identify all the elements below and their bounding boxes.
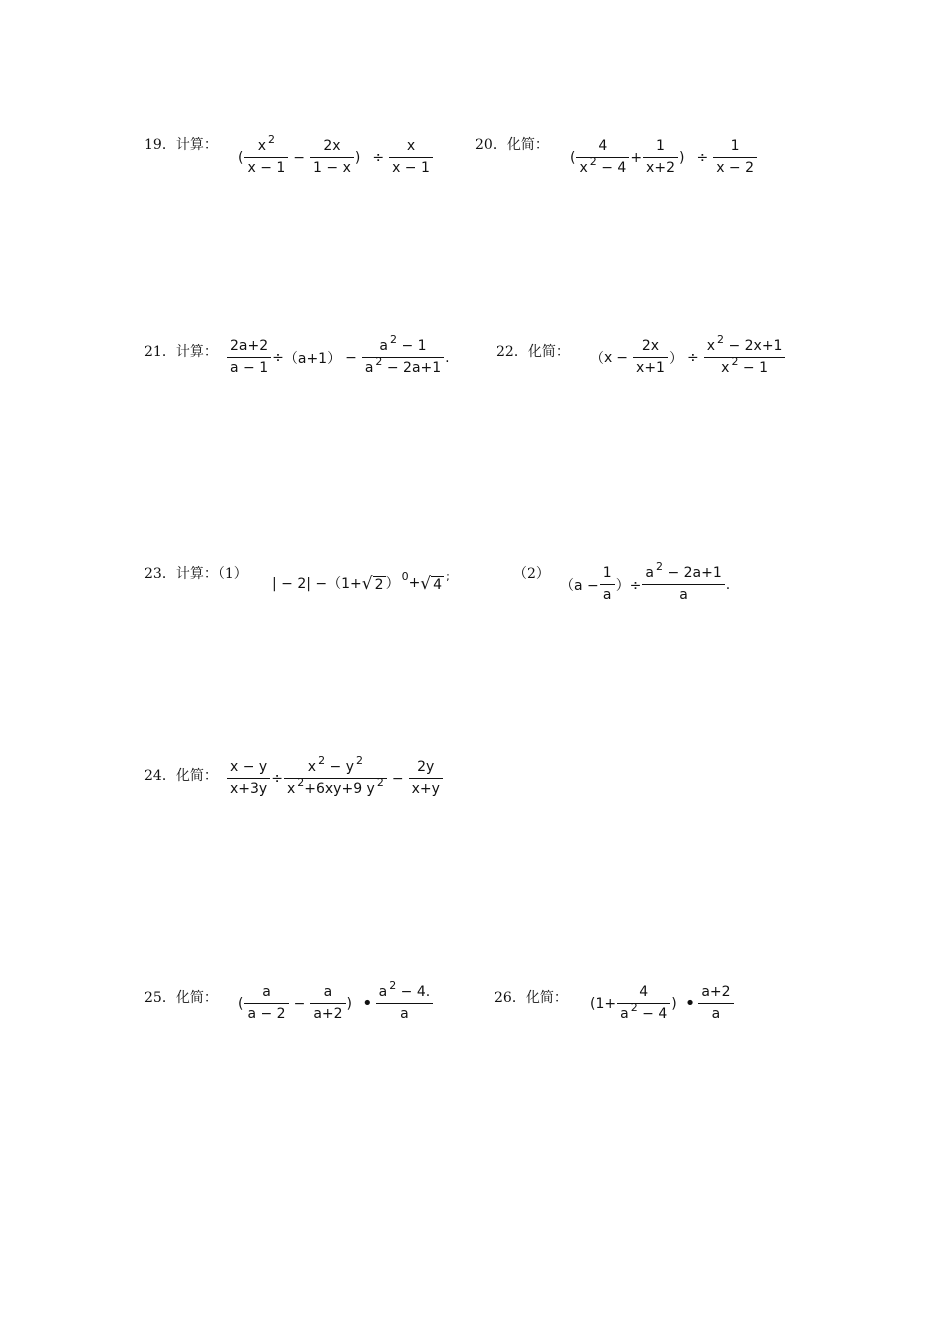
- fraction: [244, 984, 288, 1023]
- denominator: a: [602, 587, 612, 603]
- exponent: 2: [356, 754, 363, 767]
- fraction: [376, 979, 434, 1023]
- numerator: a: [378, 984, 388, 1000]
- left-term: （a −: [560, 577, 599, 594]
- numerator-rest: − 2a+1: [663, 565, 722, 581]
- problem-26-expression: [590, 984, 735, 1023]
- operator: −: [345, 349, 357, 366]
- operator: ÷: [271, 770, 283, 787]
- denominator: x+3y: [230, 781, 268, 797]
- left-paren: (: [238, 995, 244, 1012]
- exponent: 2: [375, 355, 383, 368]
- numerator: a: [323, 984, 333, 1000]
- exponent: 2: [656, 560, 664, 573]
- denominator: a: [620, 1006, 629, 1022]
- problem-24-label: 24．化简：: [144, 768, 218, 784]
- operator: ÷: [372, 149, 385, 166]
- numerator: 2a+2: [230, 338, 269, 354]
- numerator: 4: [598, 138, 608, 154]
- fraction: [643, 138, 678, 177]
- numerator: 2y: [417, 759, 435, 775]
- denominator: x+2: [646, 160, 675, 176]
- denominator: a − 1: [230, 360, 269, 376]
- fraction: [642, 560, 724, 604]
- problem-22-label: 22．化简：: [496, 344, 570, 360]
- fraction: [284, 754, 387, 798]
- numerator-rest: − 2x+1: [724, 338, 783, 354]
- numerator: x − y: [230, 759, 268, 775]
- problem-19-label: 19．计算：: [144, 137, 218, 153]
- numerator-rest: − y: [325, 759, 354, 775]
- fraction: [244, 133, 288, 177]
- numerator: 1: [656, 138, 665, 154]
- right-paren: ): [671, 995, 677, 1012]
- right-paren-divide: ）÷: [615, 577, 642, 594]
- problem-23-part1-expression: [272, 569, 450, 594]
- denominator: x: [721, 360, 730, 376]
- left-paren: (: [238, 149, 244, 166]
- denominator: 1 − x: [313, 160, 351, 176]
- numerator: 4: [639, 984, 649, 1000]
- square-root: √ 4: [420, 573, 443, 594]
- problem-23-part2-expression: [560, 560, 731, 604]
- problem-26-label: 26．化简：: [494, 990, 568, 1006]
- exponent: 2: [376, 776, 384, 789]
- semicolon: ;: [446, 569, 450, 583]
- denominator: a: [364, 360, 374, 376]
- numerator: a+2: [701, 984, 731, 1000]
- multiply-dot: •: [362, 992, 373, 1014]
- right-paren: ): [678, 149, 685, 166]
- right-paren: ): [354, 149, 361, 166]
- exponent: 2: [589, 155, 597, 168]
- numerator: a: [262, 984, 271, 1000]
- fraction: [617, 984, 670, 1023]
- exponent: 2: [318, 754, 326, 767]
- multiply-dot: •: [684, 992, 696, 1014]
- denominator: a+2: [313, 1006, 343, 1022]
- exponent: 2: [389, 979, 397, 992]
- problem-21-label: 21．计算：: [144, 344, 218, 360]
- square-root: √ 2: [361, 573, 384, 594]
- operator: −: [293, 995, 306, 1012]
- denominator: a: [711, 1006, 721, 1022]
- numerator: a: [645, 565, 655, 581]
- fraction: [713, 138, 757, 177]
- left-paren: （: [590, 350, 604, 367]
- right-paren: ）: [668, 350, 683, 367]
- fraction: [310, 984, 345, 1023]
- denominator: a: [400, 1006, 409, 1022]
- fraction: [310, 138, 354, 177]
- operator: +: [408, 575, 421, 591]
- fraction: [389, 138, 433, 177]
- variable: x: [604, 349, 613, 366]
- radicand: 2: [374, 576, 384, 593]
- operator: ÷: [272, 349, 284, 366]
- fraction: [227, 338, 271, 377]
- problem-19-expression: [238, 133, 434, 177]
- operator: ÷: [696, 149, 709, 166]
- operator: −: [391, 770, 404, 787]
- denominator-rest: − 4: [596, 160, 627, 176]
- problem-23-part2-label: （2）: [513, 566, 550, 582]
- fraction: [362, 333, 444, 377]
- exponent: 2: [390, 333, 398, 346]
- numerator: a: [379, 338, 389, 354]
- problem-20-expression: [570, 138, 758, 177]
- operator: −: [293, 149, 306, 166]
- denominator: x+1: [636, 360, 665, 376]
- problem-22-expression: [590, 333, 786, 377]
- operator: −: [616, 349, 629, 366]
- problem-25-label: 25．化简：: [144, 990, 218, 1006]
- numerator: 2x: [641, 338, 660, 354]
- denominator: x − 1: [247, 160, 286, 176]
- numerator-rest: − 4.: [396, 984, 431, 1000]
- numerator: x: [406, 138, 416, 154]
- left-paren: (: [570, 149, 576, 166]
- denominator: a: [679, 587, 688, 603]
- exponent: 2: [630, 1001, 638, 1014]
- numerator: 1: [730, 138, 740, 154]
- denominator: a − 2: [247, 1006, 286, 1022]
- right-paren: ): [346, 995, 353, 1012]
- fraction: [633, 338, 668, 377]
- exponent: 2: [268, 133, 276, 146]
- numerator: 2x: [323, 138, 341, 154]
- period: .: [445, 349, 450, 366]
- exponent: 2: [717, 333, 724, 346]
- operator: ÷: [686, 349, 699, 366]
- numerator: x: [307, 759, 317, 775]
- exponent: 2: [731, 355, 739, 368]
- operator: +: [630, 149, 643, 166]
- period: .: [725, 576, 731, 593]
- exponent: 0: [401, 569, 409, 583]
- absolute-value-term: | − 2| −（1+: [272, 576, 362, 592]
- problem-25-expression: [238, 979, 434, 1023]
- problem-20-label: 20．化简：: [475, 137, 549, 153]
- exponent: 2: [297, 776, 305, 789]
- problem-24-expression: [226, 754, 444, 798]
- denominator-rest: − 1: [738, 360, 768, 376]
- denominator: x: [579, 160, 588, 176]
- numerator: x: [706, 338, 715, 354]
- left-term: (1+: [590, 995, 617, 1012]
- denominator: x − 2: [716, 160, 755, 176]
- radicand: 4: [433, 576, 443, 593]
- numerator-rest: − 1: [397, 338, 427, 354]
- denominator: x+y: [411, 781, 440, 797]
- numerator: x: [257, 138, 267, 154]
- fraction: [704, 333, 786, 377]
- denominator: x: [286, 781, 296, 797]
- denominator-rest: − 4: [637, 1006, 668, 1022]
- denominator-rest: +6xy+9 y: [304, 781, 375, 797]
- problem-21-expression: [226, 333, 450, 377]
- right-paren: ）: [385, 576, 400, 592]
- fraction: [576, 138, 629, 177]
- fraction: [227, 759, 270, 798]
- fraction: [600, 565, 615, 604]
- denominator: x − 1: [392, 160, 430, 176]
- middle-term: （a+1）: [283, 350, 342, 367]
- fraction: [409, 759, 443, 798]
- denominator-rest: − 2a+1: [382, 360, 442, 376]
- numerator: 1: [602, 565, 612, 581]
- problem-23-label: 23．计算：（1）: [144, 566, 248, 582]
- fraction: [698, 984, 733, 1023]
